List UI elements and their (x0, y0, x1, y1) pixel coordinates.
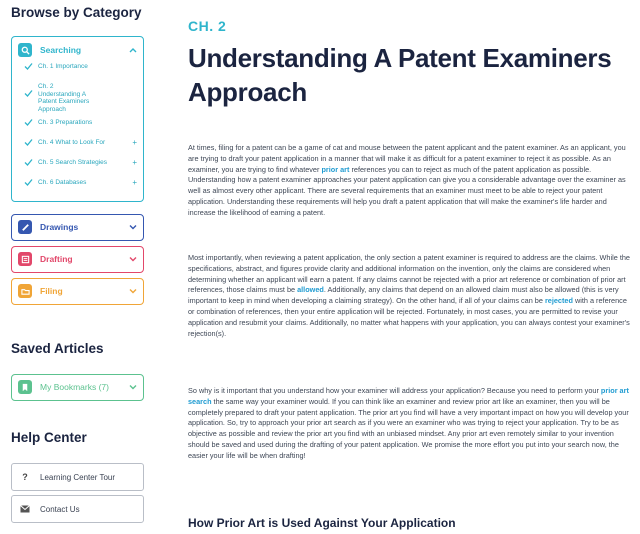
contact-us-label: Contact Us (40, 504, 80, 514)
category-filing-label: Filing (40, 286, 63, 296)
text: with a reference or combination of references, then your entire application will be rejected. Fortunately, in most cases, you are permitted to revise your application and resubmit your claims. Additionally, no matter what happens with your application, you can always contest your examiner's rejection(s). (188, 296, 630, 338)
chapter-item[interactable] (24, 139, 137, 159)
sidebar (0, 0, 160, 534)
category-filing[interactable] (11, 278, 144, 305)
category-drafting[interactable] (11, 246, 144, 273)
category-searching-label: Searching (40, 45, 82, 55)
chapter-item-label: Ch. 3 Preparations (38, 119, 93, 126)
plus-icon[interactable]: + (132, 138, 137, 147)
bookmarks-box[interactable] (11, 374, 144, 401)
learning-center-tour-label: Learning Center Tour (40, 472, 116, 482)
check-icon (24, 89, 33, 98)
paragraph-3 (188, 386, 632, 462)
learning-center-tour-button[interactable] (11, 463, 144, 491)
prior-art-link[interactable]: prior art (321, 164, 350, 174)
text: At times, filing for a patent can be a game of cat and mouse between the patent applicant and the patent examiner. As an applicant, you are trying to draft your patent application in a manner that will make it as difficult for a patent examiner to reject it as possible. As an examiner, you are trying to find whatever (188, 143, 626, 174)
chapter-item-label: Ch. 1 Importance (38, 63, 88, 70)
chevron-up-icon[interactable] (129, 46, 137, 54)
chevron-down-icon[interactable] (129, 255, 137, 263)
saved-articles-heading: Saved Articles (11, 341, 104, 356)
rejected-link[interactable]: rejected (544, 296, 573, 306)
chevron-down-icon[interactable] (129, 223, 137, 231)
chapter-label: CH. 2 (188, 18, 227, 34)
check-icon (24, 138, 33, 147)
contact-us-button[interactable] (11, 495, 144, 523)
paragraph-1 (188, 143, 632, 219)
pencil-icon (18, 220, 32, 234)
chapter-item-label: Ch. 6 Databases (38, 179, 87, 186)
category-searching-header[interactable] (12, 37, 143, 63)
check-icon (24, 62, 33, 71)
document-icon (18, 252, 32, 266)
bookmark-icon (18, 380, 32, 394)
chapter-list (12, 63, 143, 201)
question-icon: ? (22, 472, 28, 482)
chapter-item-label: Ch. 4 What to Look For (38, 139, 106, 146)
text: . Additionally, any claims that depend on an allowed claim must also be allowed (this is very important to keep in mind when developing a claiming strategy). On the other hand, if all of your claims can be (188, 285, 619, 306)
paragraph-2 (188, 253, 632, 339)
chevron-down-icon[interactable] (129, 383, 137, 391)
text: references you can to reject as much of the patent application as possible. Understanding how a patent examiner approaches your patent application can give you a considerable advantage over the examiner as well as almost every other applicant. There are several requirements that an examiner must meet to be able to reject your patent application. Understanding these requirements will help you draft a patent application that will make the examiner's life harder and increase the likelihood of earning a patent. (188, 164, 626, 217)
text: the same way your examiner would. If you can think like an examiner and review prior art like an examiner, then you will be completely prepared to draft your patent application. The prior art you find will have a very important impact on how you will develop your application. So, try to approach your prior art search as if you were an examiner who was trying to reject your application. Try to be as objective as possible and review the prior art you find with an unbiased mindset. Any prior art even remotely similar to your invention should be saved and used during the drafting of your patent application. We promise the more effort you put into your search now, the easier your life will be when drafting! (188, 396, 629, 460)
plus-icon[interactable]: + (132, 158, 137, 167)
chapter-item[interactable] (24, 179, 137, 197)
bookmarks-label: My Bookmarks (7) (40, 382, 109, 392)
category-searching (11, 36, 144, 202)
envelope-icon (20, 504, 30, 514)
search-icon (18, 43, 32, 57)
page-title: Understanding A Patent Examiners Approach (188, 43, 612, 107)
chapter-item[interactable] (24, 63, 137, 83)
category-drawings[interactable] (11, 214, 144, 241)
category-drawings-label: Drawings (40, 222, 79, 232)
check-icon (24, 158, 33, 167)
text: So why is it important that you understand how your examiner will address your application? Because you need to perform your (188, 386, 601, 395)
category-drafting-label: Drafting (40, 254, 73, 264)
check-icon (24, 178, 33, 187)
text: Most importantly, when reviewing a patent application, the only section a patent examiner is required to address are the claims. While the specifications, abstract, and figures provide clarity and additional information on the invention, only the claims are considered when determining whether an applicant will earn a patent. If any claims cannot be rejected with a prior art reference or combination of prior art references, those claims must be (188, 253, 630, 295)
chapter-item[interactable] (24, 119, 137, 139)
help-center-heading: Help Center (11, 430, 87, 445)
chapter-item[interactable] (24, 159, 137, 179)
browse-heading: Browse by Category (11, 5, 142, 20)
folder-icon (18, 284, 32, 298)
prior-art-search-link[interactable]: prior art search (188, 386, 629, 406)
chapter-item-active[interactable] (24, 83, 137, 119)
chapter-item-label: Ch. 5 Search Strategies (38, 159, 108, 166)
plus-icon[interactable]: + (132, 178, 137, 187)
chapter-item-label: Ch. 2 Understanding A Patent Examiners Approach (38, 83, 90, 113)
check-icon (24, 118, 33, 127)
section-heading: How Prior Art is Used Against Your Application (188, 516, 456, 530)
chevron-down-icon[interactable] (129, 287, 137, 295)
allowed-link[interactable]: allowed (297, 285, 324, 295)
